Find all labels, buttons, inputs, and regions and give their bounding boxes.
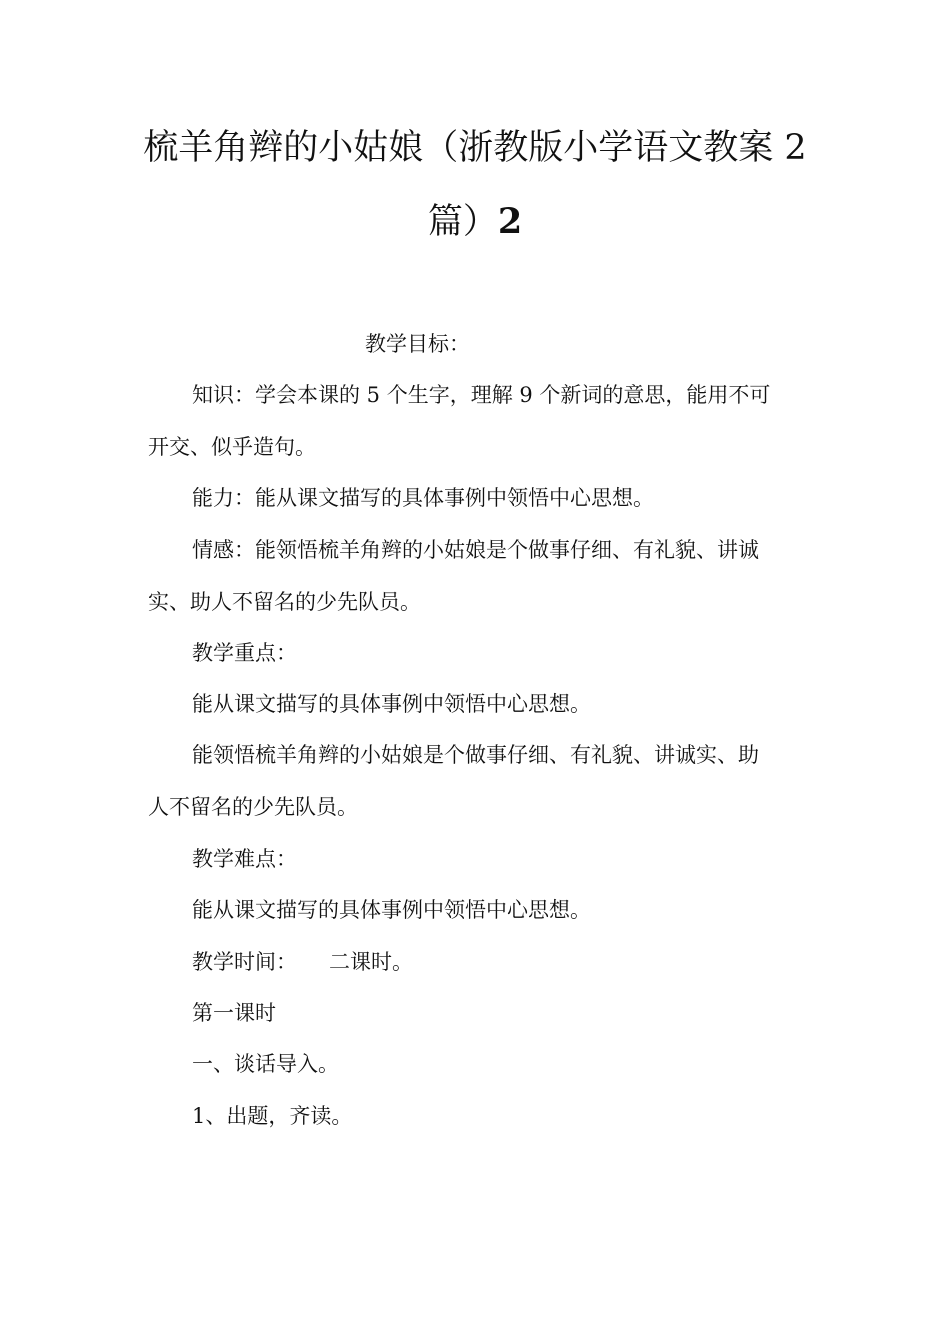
title-line-2-number: 2 [497, 201, 523, 242]
teaching-time-value: 二课时。 [329, 950, 413, 974]
difficulty-1: 能从课文描写的具体事例中领悟中心思想。 [192, 898, 591, 922]
key-point-2-line-1: 能领悟梳羊角辫的小姑娘是个做事仔细、有礼貌、讲诚实、助 [192, 743, 759, 767]
key-point-2-line-2: 人不留名的少先队员。 [148, 795, 358, 819]
key-points-heading: 教学重点： [192, 641, 297, 665]
emotion-line-2: 实、助人不留名的少先队员。 [148, 590, 421, 614]
document-title-line-2 [110, 202, 840, 242]
section-one-heading: 一、谈话导入。 [192, 1052, 339, 1076]
document-title-line-1: 梳羊角辫的小姑娘（浙教版小学语文教案 2 [143, 128, 807, 168]
title-line-2-text: 篇） [427, 202, 498, 242]
emotion-line-1: 情感：能领悟梳羊角辫的小姑娘是个做事仔细、有礼貌、讲诚 [192, 538, 759, 562]
teaching-time [192, 948, 413, 976]
lesson-one-heading: 第一课时 [192, 1001, 276, 1025]
key-point-1: 能从课文描写的具体事例中领悟中心思想。 [192, 692, 591, 716]
teaching-time-label: 教学时间： [192, 950, 297, 974]
knowledge-line-1: 知识：学会本课的 5 个生字，理解 9 个新词的意思，能用不可 [192, 383, 771, 407]
knowledge-line-2: 开交、似乎造句。 [148, 435, 316, 459]
ability-paragraph: 能力：能从课文描写的具体事例中领悟中心思想。 [192, 486, 654, 510]
objectives-heading: 教学目标： [365, 332, 470, 356]
difficulty-heading: 教学难点： [192, 847, 297, 871]
step-one: 1、出题，齐读。 [192, 1104, 353, 1128]
